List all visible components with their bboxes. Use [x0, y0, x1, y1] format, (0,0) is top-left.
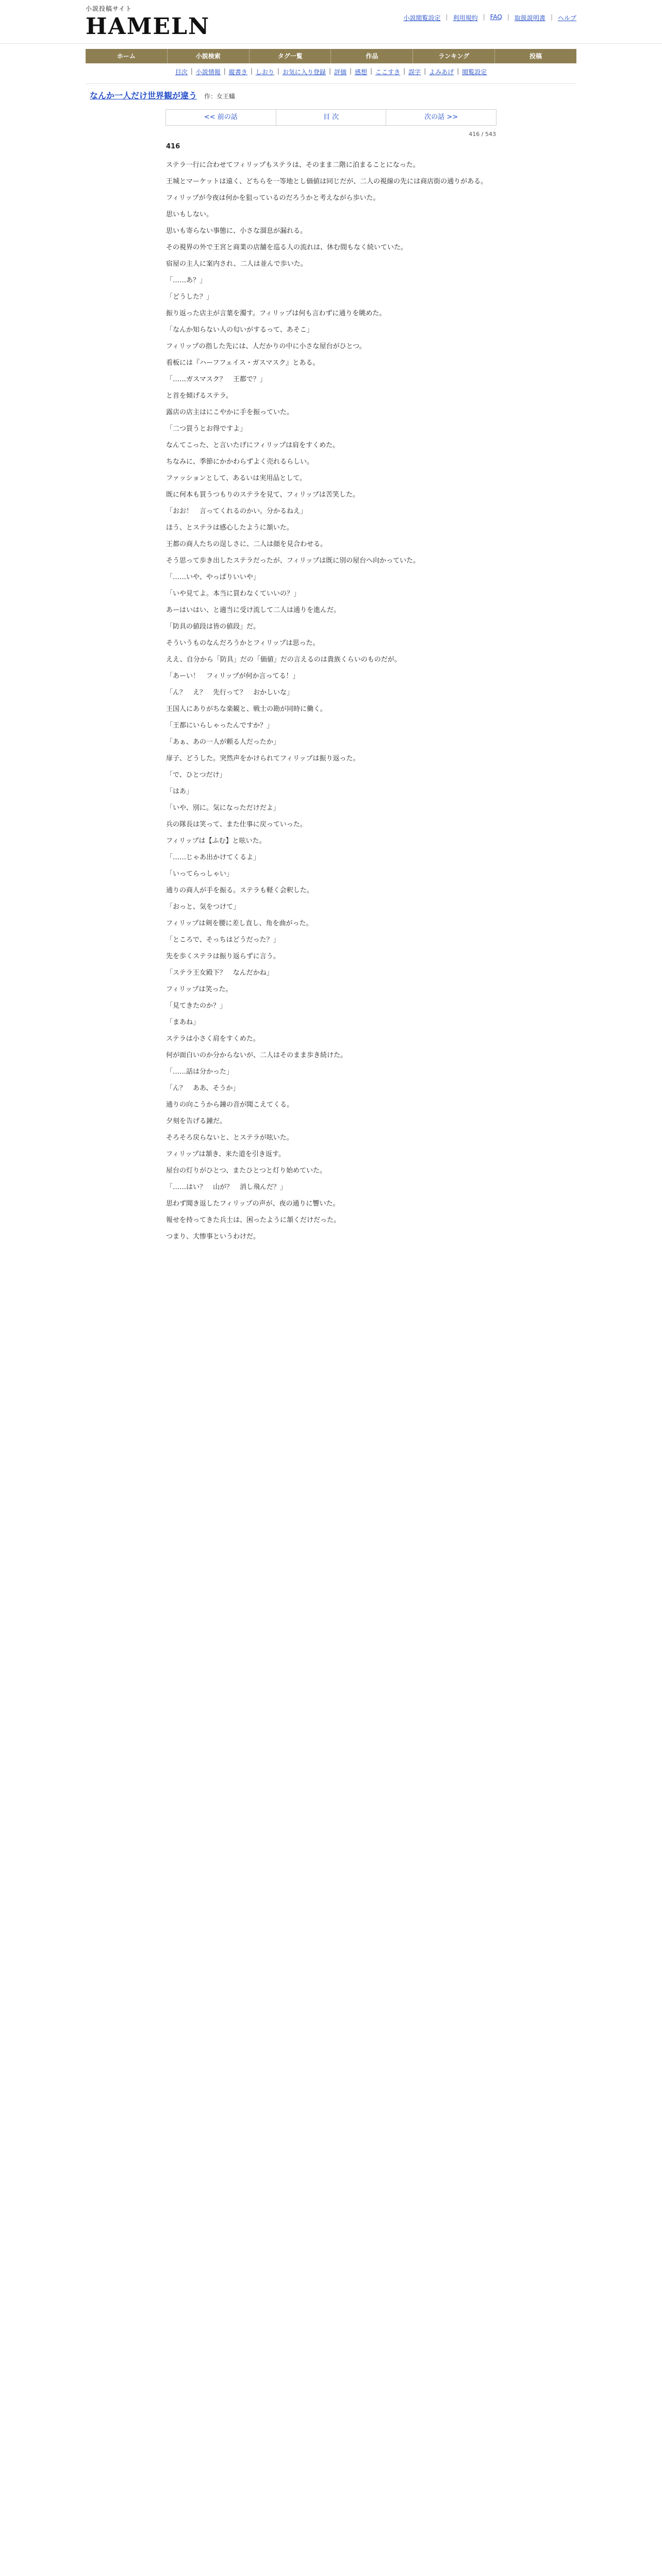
story-paragraph: 振り返った店主が言葉を濁す。フィリップは何も言わずに通りを眺めた。 — [166, 310, 386, 317]
separator: | — [483, 13, 485, 21]
story-paragraph: 「おお！ 言ってくれるのかい。分かるねえ」 — [166, 507, 307, 515]
subnav-info[interactable]: 小説情報 — [195, 69, 221, 76]
story-paragraph: 報せを持ってきた兵士は、困ったように頷くだけだった。 — [166, 1216, 341, 1224]
story-paragraph: 思わず聞き返したフィリップの声が、夜の通りに響いた。 — [166, 1200, 340, 1208]
story-paragraph: 「どうした？」 — [166, 293, 213, 301]
separator: | — [250, 67, 253, 75]
story-paragraph: 「なんか知らない人の匂いがするって、あそこ」 — [166, 326, 313, 334]
separator: | — [457, 67, 459, 75]
story-paragraph: 通りの商人が手を振る。ステラも軽く会釈した。 — [166, 887, 313, 894]
story-paragraph: フィリップは剣を腰に差し直し、角を曲がった。 — [166, 920, 313, 927]
story-paragraph: 露店の店主はにこやかに手を振っていた。 — [166, 409, 294, 416]
story-paragraph: と首を傾げるステラ。 — [166, 392, 233, 400]
separator: | — [277, 67, 279, 75]
top-link-faq[interactable]: FAQ — [490, 13, 502, 21]
subnav-review[interactable]: 感想 — [355, 69, 368, 76]
story-paragraph: 「……いや、やっぱりいいや」 — [166, 573, 260, 581]
novel-title[interactable]: なんか一人だけ世界観が違う — [90, 91, 197, 100]
site-logo[interactable] — [86, 4, 210, 40]
subnav-typo[interactable]: 誤字 — [408, 69, 421, 76]
separator: | — [507, 13, 509, 21]
story-paragraph: そろそろ戻らないと、とステラが呟いた。 — [166, 1134, 293, 1142]
logo-wordmark: HAMELN — [86, 13, 210, 40]
main-nav — [86, 49, 576, 63]
story-paragraph: 先を歩くステラは振り返らずに言う。 — [166, 953, 280, 960]
story-paragraph: 「おっと、気をつけて」 — [166, 903, 240, 911]
separator: | — [328, 67, 331, 75]
nav-ranking[interactable]: ランキング — [413, 49, 495, 63]
story-paragraph: 「いってらっしゃい」 — [166, 870, 234, 878]
story-paragraph: 「いや、別に。気になっただけだよ」 — [166, 804, 280, 812]
prev-chapter-button[interactable]: << 前の話 — [166, 110, 276, 125]
separator: | — [403, 67, 406, 75]
story-paragraph: フィリップが今夜は何かを狙っているのだろうかと考えながら歩いた。 — [166, 194, 380, 202]
story-paragraph: 宿屋の主人に案内され、二人は並んで歩いた。 — [166, 260, 307, 268]
subnav-favorite[interactable]: お気に入り登録 — [282, 69, 326, 76]
separator: | — [350, 67, 352, 75]
story-paragraph: 「ところで、そっちはどうだった？」 — [166, 936, 280, 944]
story-paragraph: 兵の隊長は笑って、また仕事に戻っていった。 — [166, 821, 307, 828]
chapter-title: 416 — [166, 143, 180, 150]
subnav-like[interactable]: ここすき — [375, 69, 401, 76]
separator: | — [190, 67, 193, 75]
top-bar — [0, 0, 662, 44]
subnav-vertical[interactable]: 縦書き — [228, 69, 247, 76]
story-paragraph: 「まあね」 — [166, 1019, 200, 1026]
story-paragraph: 「……話は分かった」 — [166, 1068, 234, 1076]
story-paragraph: 王国人にありがちな楽観と、戦士の勘が同時に働く。 — [166, 705, 327, 713]
story-paragraph: 「見てきたのか？」 — [166, 1002, 227, 1010]
story-paragraph: フィリップの指した先には、人だかりの中に小さな屋台がひとつ。 — [166, 343, 366, 350]
story-paragraph: つまり、大惨事というわけだ。 — [166, 1233, 260, 1241]
separator: | — [223, 67, 226, 75]
story-paragraph: 「……はい？ 山が？ 消し飛んだ？」 — [166, 1183, 287, 1191]
subnav-toc[interactable]: 目次 — [175, 69, 188, 76]
subnav-tts[interactable]: よみあげ — [429, 69, 454, 76]
story-paragraph: 通りの向こうから鐘の音が聞こえてくる。 — [166, 1101, 294, 1109]
subnav-view-settings[interactable]: 閲覧設定 — [462, 69, 487, 76]
story-paragraph: 「で、ひとつだけ」 — [166, 771, 226, 779]
subnav-bookmark[interactable]: しおり — [255, 69, 274, 76]
story-paragraph: 「二つ買うとお得ですよ」 — [166, 425, 247, 433]
story-paragraph: 「王都にいらしゃったんですか？」 — [166, 722, 274, 730]
story-paragraph: 「ステラ王女殿下？ なんだかね」 — [166, 969, 273, 977]
novel-subnav — [86, 67, 576, 76]
subnav-rate[interactable]: 評価 — [334, 69, 346, 76]
story-paragraph: 王城とマーケットは遠く、どちらを一等地とし価値は同じだが、二人の視線の先には商店街の通りがある。 — [166, 178, 488, 185]
story-paragraph: 既に何本も買うつもりのステラを見て、フィリップは苦笑した。 — [166, 491, 359, 499]
chapter-progress: 416 / 543 — [469, 131, 496, 138]
nav-works[interactable]: 作品 — [331, 49, 413, 63]
top-link-settings[interactable]: 小説閲覧設定 — [403, 14, 441, 22]
title-row — [86, 84, 576, 106]
story-paragraph: 思いも寄らない事態に、小さな溜息が漏れる。 — [166, 227, 307, 235]
story-paragraph: フィリップは笑った。 — [166, 986, 233, 993]
story-paragraph: 「……ガスマスク？ 王都で？」 — [166, 376, 267, 383]
chapter-nav — [166, 109, 496, 126]
toc-button[interactable]: 目 次 — [276, 110, 387, 125]
story-paragraph: 扉子、どうした。突然声をかけられてフィリップは振り返った。 — [166, 755, 360, 762]
story-paragraph: 「いや見てよ。本当に買わなくていいの？」 — [166, 590, 301, 598]
top-links — [404, 13, 577, 22]
story-paragraph: ステラ一行に合わせてフィリップもステラは、そのまま二階に泊まることになった。 — [166, 161, 420, 169]
story-paragraph: あーはいはい、と適当に受け流して二人は通りを進んだ。 — [166, 606, 341, 614]
story-paragraph: 「……あ？」 — [166, 277, 207, 284]
story-paragraph: ステラは小さく肩をすくめた。 — [166, 1035, 260, 1043]
story-paragraph: 「あーい！ フィリップが何か言ってる！」 — [166, 672, 300, 680]
story-paragraph: フィリップは【ふむ】と呟いた。 — [166, 837, 266, 845]
story-paragraph: 「ん？ ああ、そうか」 — [166, 1084, 240, 1092]
story-paragraph: フィリップは頷き、来た道を引き返す。 — [166, 1150, 285, 1158]
story-paragraph: 何が面白いのか分からないが、二人はそのまま歩き続けた。 — [166, 1052, 347, 1059]
story-paragraph: ほう、とステラは感心したように頷いた。 — [166, 524, 293, 532]
story-paragraph: ファッションとして、あるいは実用品として。 — [166, 474, 306, 482]
chapter-container — [86, 83, 576, 1279]
story-paragraph: 王都の商人たちの逞しさに、二人は顔を見合わせる。 — [166, 540, 327, 548]
story-paragraph: そう思って歩き出したステラだったが、フィリップは既に別の屋台へ向かっていた。 — [166, 557, 420, 565]
top-link-manual[interactable]: 取扱説明書 — [514, 14, 545, 22]
separator: | — [550, 13, 553, 21]
story-paragraph: 「はあ」 — [166, 788, 193, 795]
top-link-terms[interactable]: 利用規約 — [453, 14, 478, 22]
story-paragraph: 思いもしない。 — [166, 211, 213, 218]
nav-home[interactable]: ホーム — [86, 49, 168, 63]
nav-search[interactable]: 小説検索 — [168, 49, 250, 63]
separator: | — [424, 67, 426, 75]
nav-post[interactable]: 投稿 — [529, 53, 542, 60]
spacer — [86, 1248, 576, 1279]
separator: | — [445, 13, 448, 21]
story-paragraph: 屋台の灯りがひとつ、またひとつと灯り始めていた。 — [166, 1167, 326, 1175]
story-paragraph: 夕刻を告げる鐘だ。 — [166, 1117, 227, 1125]
separator: | — [370, 67, 373, 75]
story-paragraph: そういうものなんだろうかとフィリップは思った。 — [166, 639, 320, 647]
top-link-help[interactable]: ヘルプ — [557, 14, 576, 22]
nav-tags[interactable]: タグ一覧 — [250, 49, 332, 63]
story-paragraph: 「防具の値段は皆の値段」だ。 — [166, 623, 260, 631]
story-paragraph: ええ、自分から「防具」だの「価値」だの言えるのは貴族くらいのものだが。 — [166, 656, 401, 664]
next-chapter-button[interactable]: 次の話 >> — [424, 113, 458, 121]
story-paragraph: 看板には『ハーフフェイス・ガスマスク』とある。 — [166, 359, 320, 367]
author-name: 作：女王蟻 — [204, 93, 236, 100]
logo-tagline: 小説投稿サイト — [86, 5, 133, 12]
story-paragraph: ちなみに、季節にかかわらずよく売れるらしい。 — [166, 458, 314, 466]
story-paragraph: その視界の外で王宮と商業の店舗を巡る人の流れは、休む間もなく続いていた。 — [166, 244, 408, 251]
chapter-text — [166, 160, 496, 1243]
story-paragraph: 「……じゃあ出かけてくるよ」 — [166, 854, 260, 861]
story-paragraph: なんてこった、と言いたげにフィリップは肩をすくめた。 — [166, 442, 340, 449]
story-paragraph: 「あぁ、あの一人が頼る人だったか」 — [166, 738, 280, 746]
story-paragraph: 「ん？ え？ 先行って？ おかしいな」 — [166, 689, 294, 697]
